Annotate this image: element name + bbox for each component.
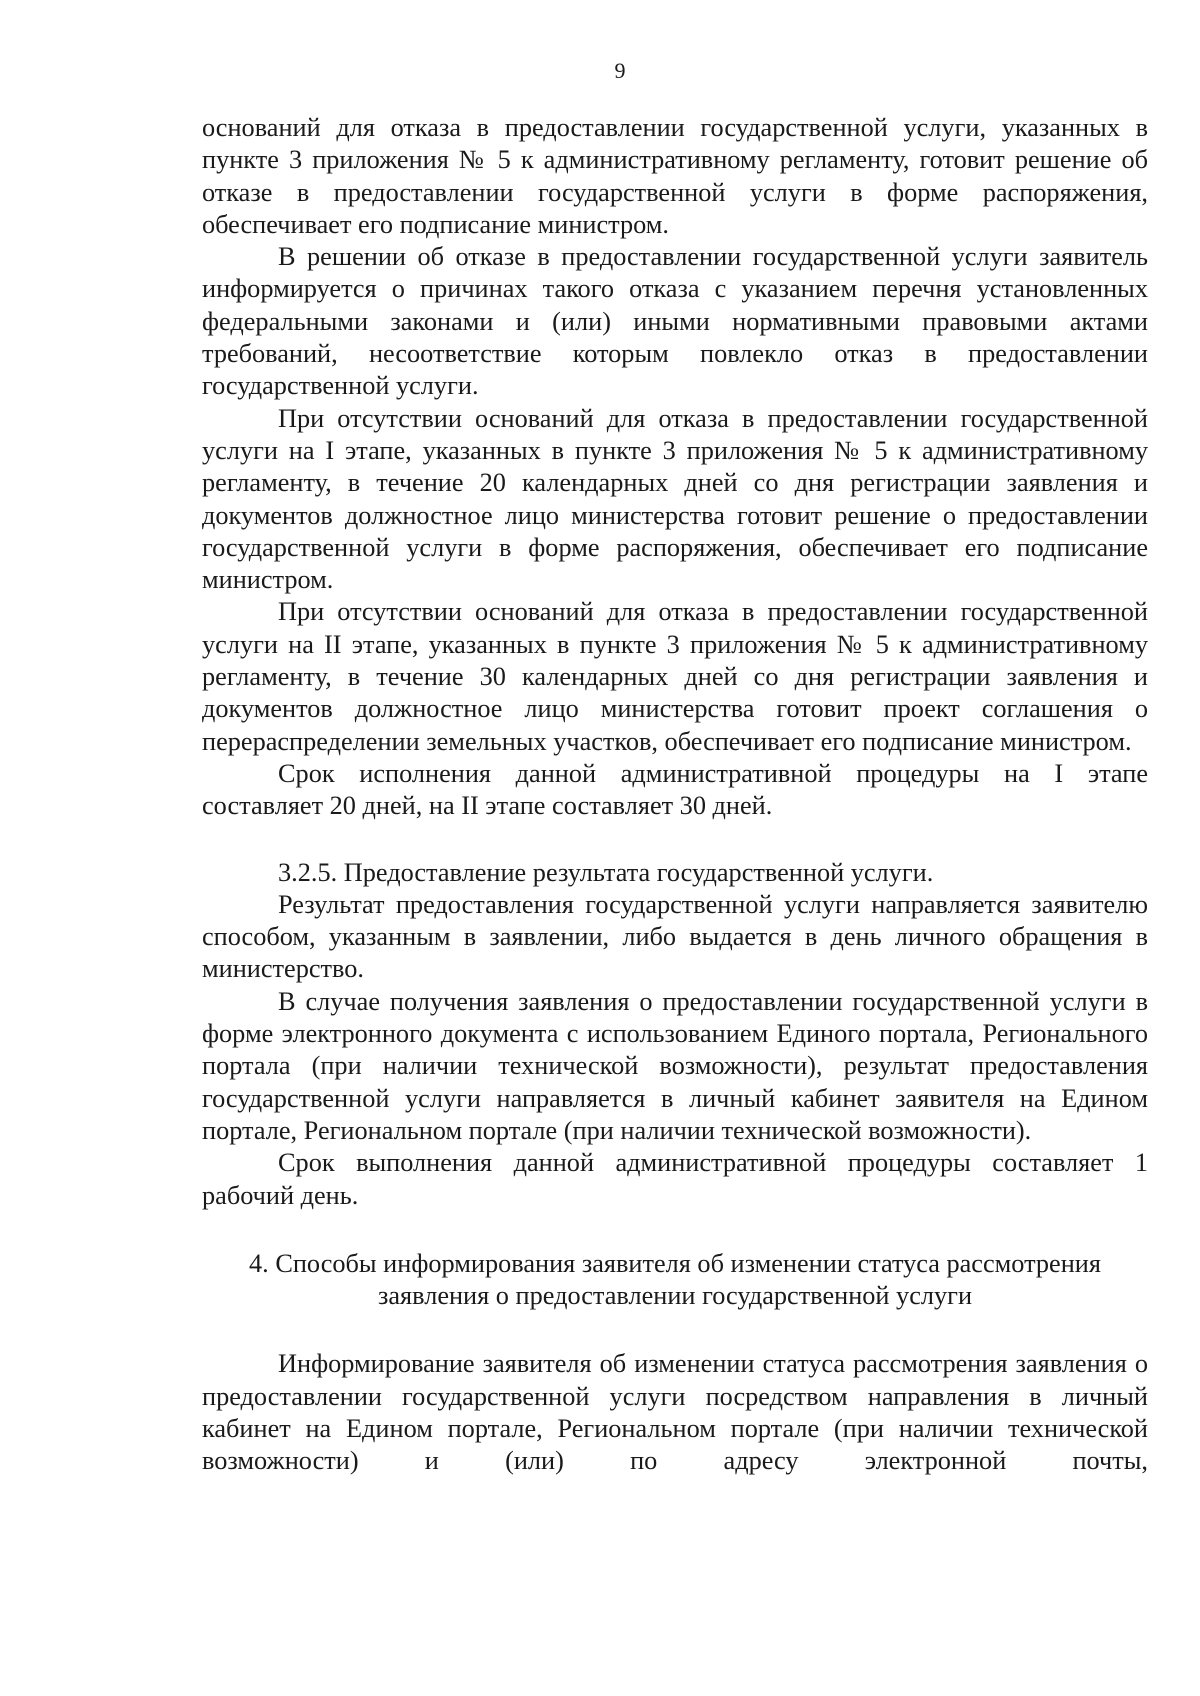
paragraph-status-notification: Информирование заявителя об изменении статуса рассмотрения заявления о предоставлении государственной услуги посредством направления в личный кабинет на Едином портале, Региональном портале (при наличии технической возможности) и (или) по адресу электронной почты, [202,1349,1148,1476]
spacer [202,1312,1148,1348]
paragraph-refusal-decision: В решении об отказе в предоставлении государственной услуги заявитель информируется о причинах такого отказа с указанием перечня установленных федеральными законами и (или) иными нормативными правовыми актами требований, несоответствие которым повлекло отказ в предоставлении государственной услуги. [202,242,1148,401]
spacer [202,823,1148,857]
document-body [202,112,1148,1478]
paragraph-execution-term: Срок выполнения данной административной процедуры составляет 1 рабочий день. [202,1148,1148,1210]
section-title: 4. Способы информирования заявителя об изменении статуса рассмотрения заявления о предоставлении государственной услуги [249,1248,1101,1311]
spacer [202,1212,1148,1248]
paragraph-stage-one: При отсутствии оснований для отказа в предоставлении государственной услуги на I этапе, указанных в пункте 3 приложения № 5 к административному регламенту, в течение 20 календарных дней со дня регистрации заявления и документов должностное лицо министерства готовит решение о предоставлении государственной услуги в форме распоряжения, обеспечивает его подписание министром. [202,403,1148,595]
subsection-heading: 3.2.5. Предоставление результата государственной услуги. [278,857,934,887]
paragraph-electronic-result: В случае получения заявления о предоставлении государственной услуги в форме электронного документа с использованием Единого портала, Регионального портала (при наличии технической возможности), результат предоставления государственной услуги направляется в личный кабинет заявителя на Едином портале, Региональном портале (при наличии технической возможности). [202,986,1148,1145]
paragraph-stage-two: При отсутствии оснований для отказа в предоставлении государственной услуги на II этапе, указанных в пункте 3 приложения № 5 к административному регламенту, в течение 30 календарных дней со дня регистрации заявления и документов должностное лицо министерства готовит проект соглашения о перераспределении земельных участков, обеспечивает его подписание министром. [202,597,1148,756]
paragraph-continuation: оснований для отказа в предоставлении государственной услуги, указанных в пункте 3 приложения № 5 к административному регламенту, готовит решение об отказе в предоставлении государственной услуги в форме распоряжения, обеспечивает его подписание министром. [202,113,1148,239]
paragraph-procedure-term: Срок исполнения данной административной процедуры на I этапе составляет 20 дней, на II этапе составляет 30 дней. [202,758,1148,821]
paragraph-result-delivery: Результат предоставления государственной услуги направляется заявителю способом, указанным в заявлении, либо выдается в день личного обращения в министерство. [202,889,1148,984]
page-number: 9 [614,58,626,83]
